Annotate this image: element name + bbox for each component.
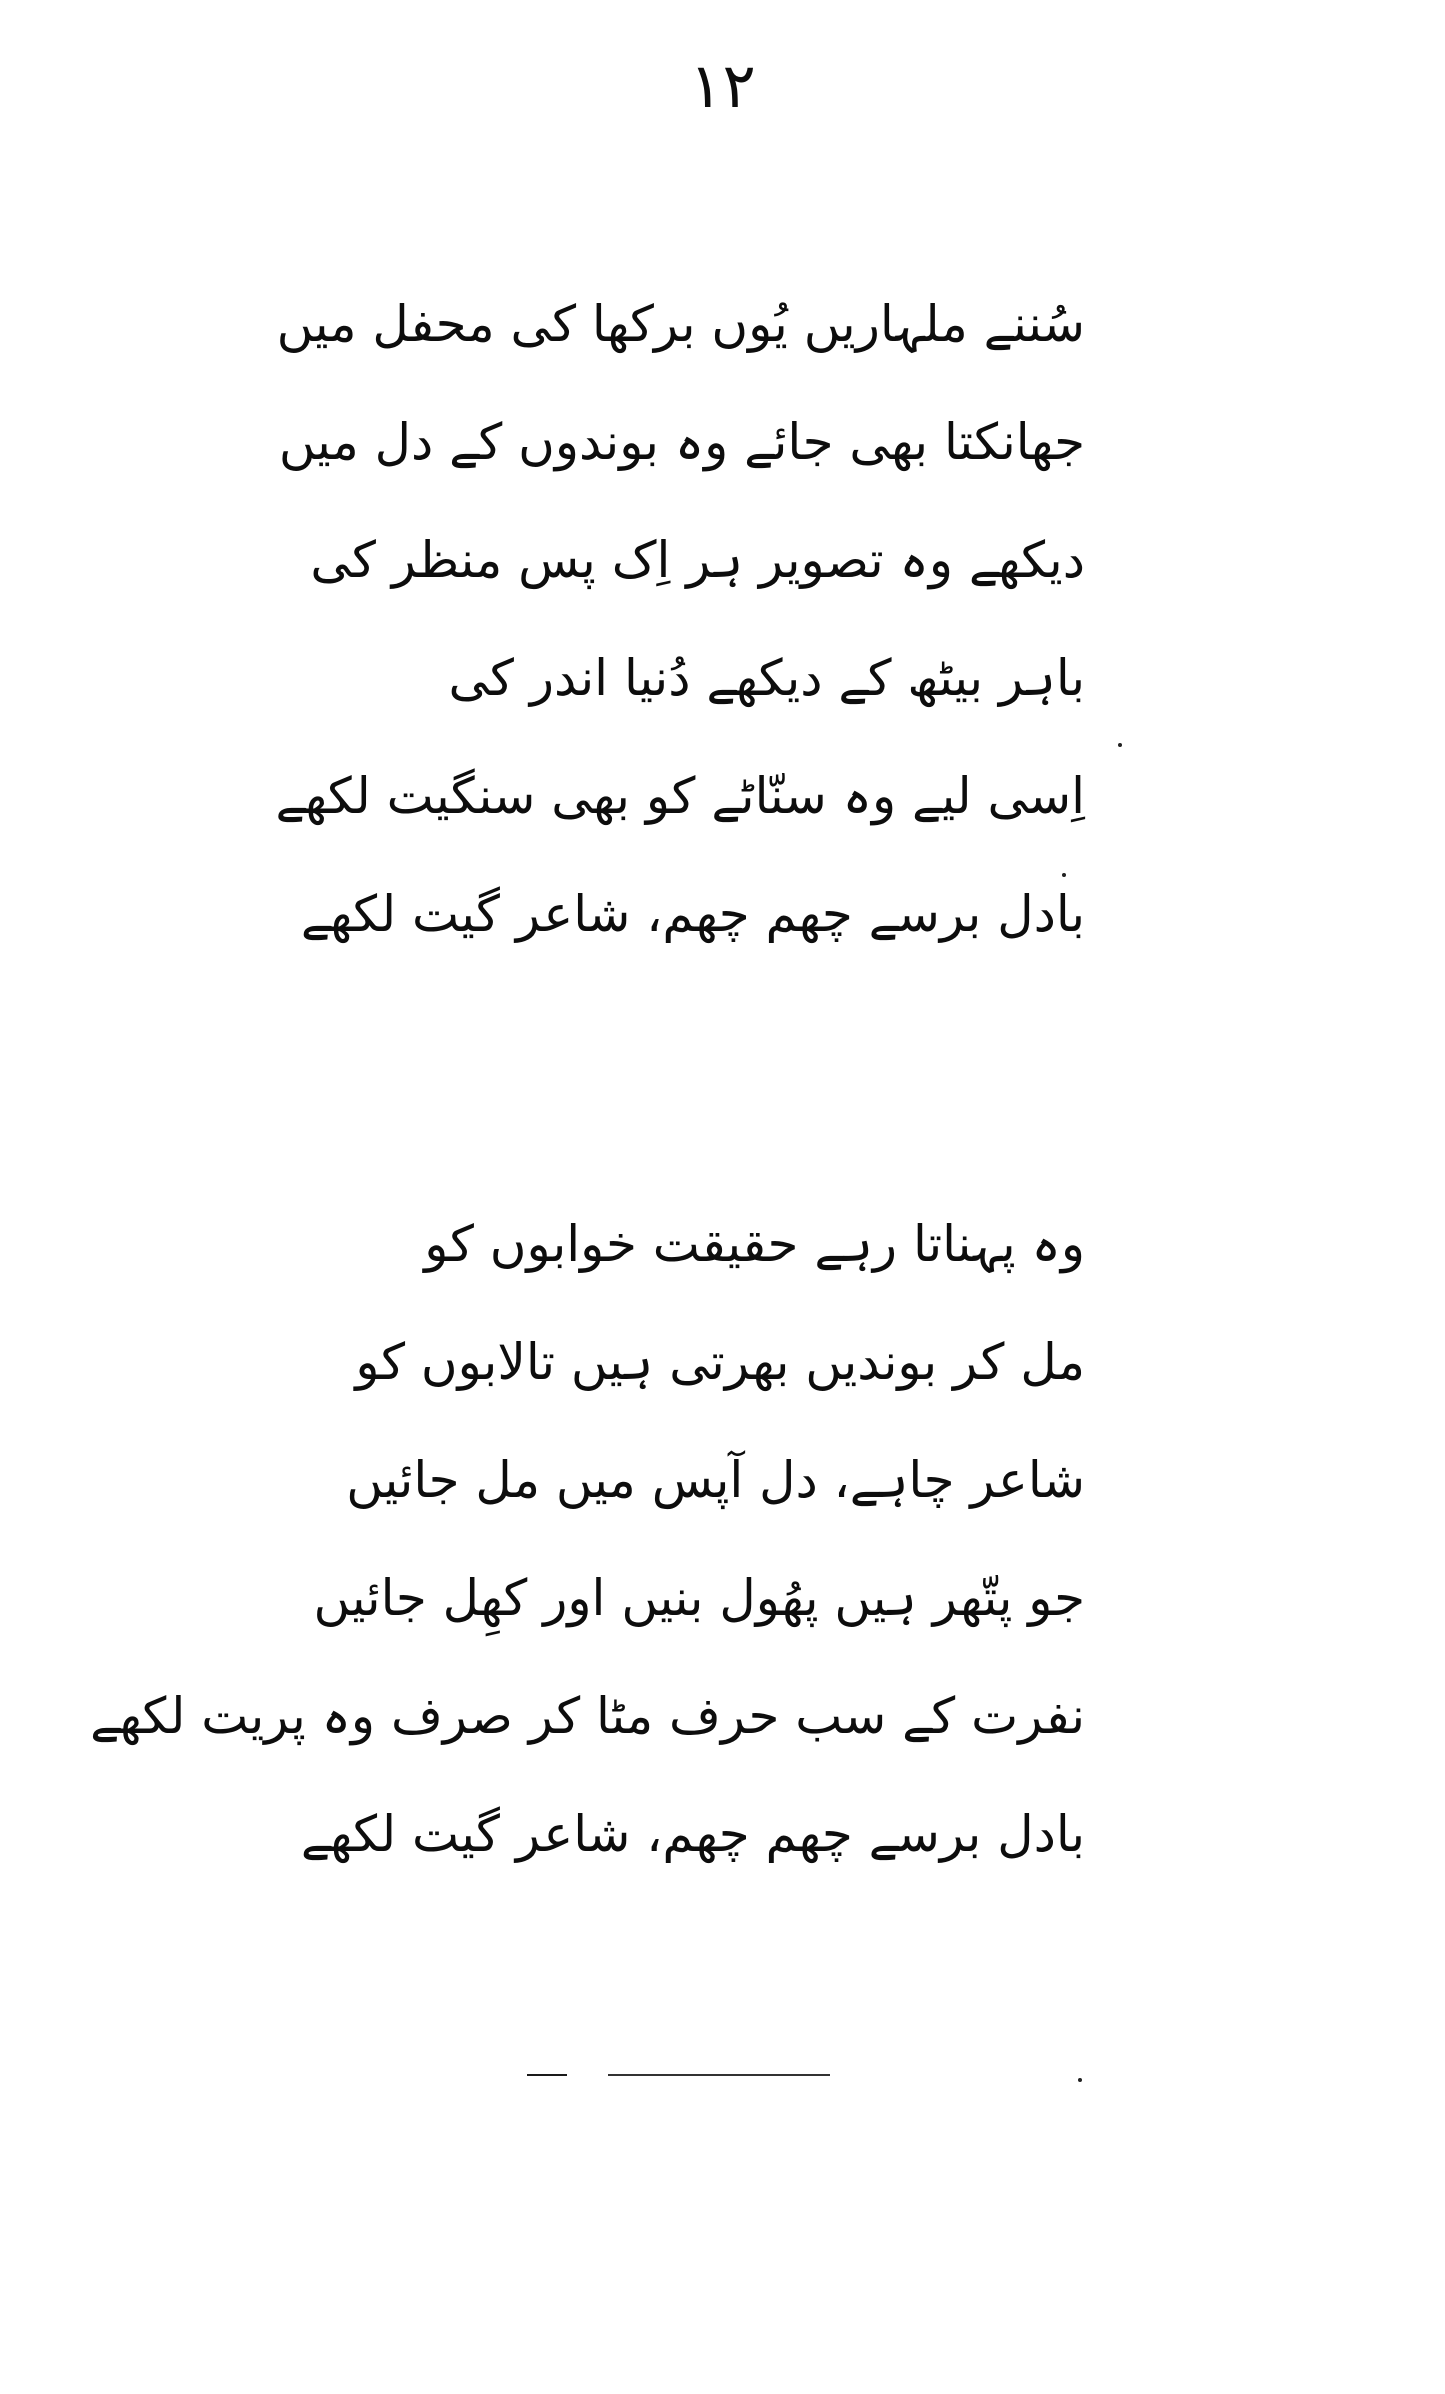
end-divider-long bbox=[608, 2074, 830, 2076]
verse-line: سُننے ملہاریں یُوں برکھا کی محفل میں bbox=[276, 295, 1085, 353]
end-divider-short bbox=[527, 2074, 567, 2076]
verse-line: جھانکتا بھی جائے وہ بوندوں کے دل میں bbox=[278, 413, 1085, 471]
verse-line: دیکھے وہ تصویر ہر اِک پس منظر کی bbox=[310, 531, 1085, 589]
verse-line: وہ پہناتا رہے حقیقت خوابوں کو bbox=[424, 1215, 1085, 1273]
verse-line: اِسی لیے وہ سنّاٹے کو بھی سنگیت لکھے bbox=[275, 767, 1085, 825]
refrain-line: بادل برسے چھم چھم، شاعر گیت لکھے bbox=[300, 885, 1085, 943]
stanza-2 bbox=[90, 1185, 1085, 1893]
verse-line: نفرت کے سب حرف مٹا کر صرف وہ پریت لکھے bbox=[90, 1687, 1085, 1745]
verse-line: شاعر چاہے، دل آپس میں مل جائیں bbox=[346, 1451, 1085, 1509]
verse-line: جو پتّھر ہیں پھُول بنیں اور کھِل جائیں bbox=[313, 1569, 1085, 1627]
print-speck bbox=[1118, 743, 1122, 747]
verse-line: باہر بیٹھ کے دیکھے دُنیا اندر کی bbox=[448, 649, 1085, 707]
refrain-line: بادل برسے چھم چھم، شاعر گیت لکھے bbox=[300, 1805, 1085, 1863]
print-speck bbox=[1062, 873, 1066, 877]
page-number: ۱۲ bbox=[689, 49, 756, 122]
stanza-1 bbox=[276, 265, 1085, 973]
print-speck bbox=[1078, 2078, 1082, 2082]
verse-line: مل کر بوندیں بھرتی ہیں تالابوں کو bbox=[355, 1333, 1085, 1391]
